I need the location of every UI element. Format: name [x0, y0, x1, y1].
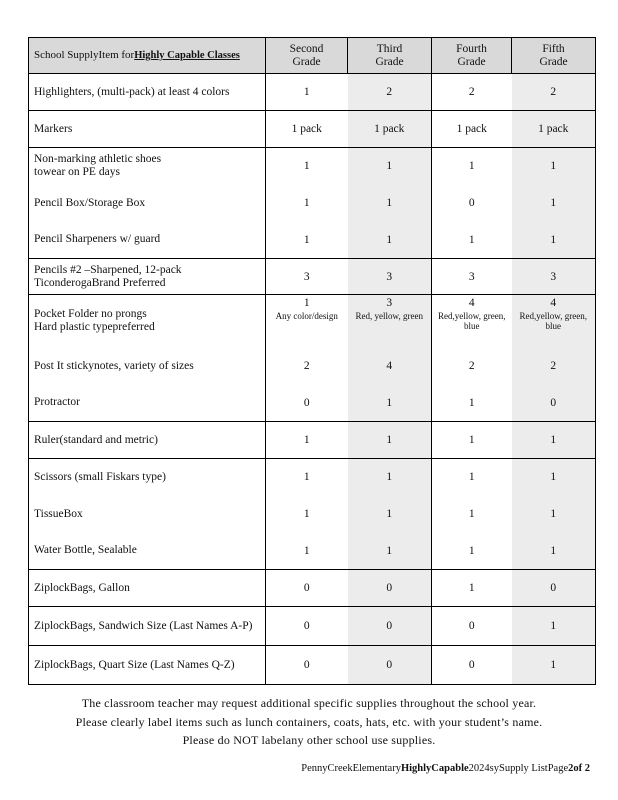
quantity-value: 1	[550, 434, 557, 446]
table-row	[29, 185, 596, 222]
grade-quantity-cell	[512, 222, 596, 259]
quantity-value: 0	[468, 197, 475, 209]
supply-item-name	[29, 148, 266, 185]
grade-quantity-cell	[512, 607, 596, 646]
quantity-value: 0	[386, 659, 393, 671]
grade-quantity-cell	[432, 422, 512, 459]
quantity-value: 1	[550, 197, 557, 209]
quantity-value: 3	[386, 270, 393, 283]
supply-item-name	[29, 459, 266, 496]
quantity-value: 1	[386, 396, 393, 409]
footer-program: HighlyCapable	[400, 763, 469, 774]
quantity-value: 1	[468, 508, 475, 520]
grade-quantity-cell	[512, 111, 596, 148]
supply-table-container	[28, 37, 595, 685]
quantity-value: 0	[550, 582, 557, 594]
quantity-value: 1	[303, 197, 310, 209]
quantity-value: 0	[468, 659, 475, 671]
quantity-value: 1	[386, 508, 393, 520]
grade-quantity-cell	[348, 385, 432, 422]
supply-item-name	[29, 646, 266, 685]
grade-quantity-cell	[266, 295, 348, 348]
color-note: Red, yellow, green	[355, 311, 423, 321]
teacher-note	[0, 694, 618, 750]
grade-quantity-cell	[266, 422, 348, 459]
supply-item-name	[29, 74, 266, 111]
quantity-value: 4	[468, 297, 475, 309]
quantity-value: 2	[468, 86, 475, 98]
quantity-value: 1	[550, 659, 557, 671]
quantity-value: 1	[468, 544, 475, 557]
table-row	[29, 259, 596, 295]
supply-item-name	[29, 222, 266, 259]
supply-item-line: Pocket Folder no prongs	[34, 308, 147, 321]
quantity-value: 1 pack	[291, 123, 322, 135]
grade-quantity-cell	[266, 570, 348, 607]
grade-quantity-cell	[266, 459, 348, 496]
quantity-value: 1 pack	[538, 123, 569, 135]
grade-quantity-cell	[266, 111, 348, 148]
supply-item-name	[29, 111, 266, 148]
quantity-value: 1	[550, 544, 557, 557]
grade-quantity-cell	[432, 222, 512, 259]
grade-quantity-cell	[512, 385, 596, 422]
table-row	[29, 533, 596, 570]
quantity-value: 1	[386, 471, 393, 484]
supply-item-line: Pencil Box/Storage Box	[34, 196, 146, 209]
quantity-value: 1 pack	[456, 123, 487, 135]
quantity-value: 1	[303, 86, 310, 98]
quantity-value: 1	[468, 471, 475, 484]
table-row	[29, 570, 596, 607]
supply-item-name	[29, 385, 266, 422]
quantity-value: 1	[303, 508, 310, 520]
supply-item-line: ZiplockBags, Gallon	[34, 581, 130, 594]
table-row	[29, 74, 596, 111]
quantity-value: 4	[386, 360, 393, 372]
quantity-value: 0	[303, 659, 310, 671]
supply-item-name	[29, 259, 266, 295]
grade-quantity-cell	[432, 607, 512, 646]
grade-quantity-cell	[432, 646, 512, 685]
quantity-value: 2	[550, 86, 557, 98]
quantity-value: 3	[550, 270, 557, 283]
table-header-row	[29, 38, 596, 74]
grade-quantity-cell	[266, 148, 348, 185]
grade-quantity-cell	[512, 348, 596, 385]
item-column-header	[29, 38, 266, 74]
grade-quantity-cell	[266, 496, 348, 533]
table-row	[29, 422, 596, 459]
grade-quantity-cell	[348, 533, 432, 570]
supply-item-line: Protractor	[34, 396, 80, 409]
grade-quantity-cell	[512, 148, 596, 185]
grade-quantity-cell	[512, 422, 596, 459]
quantity-value: 1	[550, 620, 557, 632]
grade-quantity-cell	[348, 148, 432, 185]
page-footer	[301, 763, 590, 774]
grade-quantity-cell	[266, 607, 348, 646]
quantity-value: 1	[550, 508, 557, 520]
footer-page: 2of 2	[568, 763, 590, 774]
supply-item-line: Post It stickynotes, variety of sizes	[34, 359, 194, 372]
quantity-value: 3	[468, 270, 475, 283]
supply-item-line: Pencils #2 –Sharpened, 12-pack	[34, 263, 182, 276]
table-row	[29, 111, 596, 148]
grade-quantity-cell	[512, 496, 596, 533]
note-line: Please clearly label items such as lunch containers, coats, hats, etc. with your student’s name.	[75, 714, 543, 729]
supply-item-name	[29, 607, 266, 646]
quantity-value: 2	[386, 86, 393, 98]
grade-quantity-cell	[512, 259, 596, 295]
supply-item-line: Water Bottle, Sealable	[34, 544, 137, 557]
grade-quantity-cell	[348, 646, 432, 685]
quantity-value: 0	[468, 620, 475, 632]
grade-quantity-cell	[348, 295, 432, 348]
grade-quantity-cell	[348, 459, 432, 496]
quantity-value: 1	[386, 197, 393, 209]
quantity-value: 0	[386, 582, 393, 594]
quantity-value: 0	[386, 620, 393, 632]
quantity-value: 1	[303, 544, 310, 557]
supply-item-line: Non-marking athletic shoes	[34, 153, 162, 166]
grade-quantity-cell	[432, 570, 512, 607]
supply-item-line: Highlighters, (multi-pack) at least 4 colors	[34, 85, 230, 98]
supply-item-name	[29, 533, 266, 570]
grade-quantity-cell	[266, 259, 348, 295]
grade-quantity-cell	[432, 74, 512, 111]
grade-header-second: Second Grade	[266, 38, 348, 74]
quantity-value: 1	[468, 160, 475, 173]
grade-quantity-cell	[512, 646, 596, 685]
grade-quantity-cell	[348, 422, 432, 459]
supply-item-name	[29, 185, 266, 222]
grade-quantity-cell	[348, 496, 432, 533]
table-row	[29, 385, 596, 422]
grade-quantity-cell	[266, 385, 348, 422]
note-line: The classroom teacher may request additional specific supplies throughout the school year.	[81, 696, 537, 710]
supply-item-line: TiconderogaBrand Preferred	[34, 276, 166, 289]
quantity-value: 1	[550, 471, 557, 484]
supply-item-line: Pencil Sharpeners w/ guard	[34, 233, 161, 246]
grade-quantity-cell	[432, 295, 512, 348]
grade-quantity-cell	[266, 348, 348, 385]
supply-item-line: Ruler(standard and metric)	[34, 433, 158, 446]
quantity-value: 2	[303, 360, 310, 372]
footer-school: PennyCreekElementary	[301, 763, 401, 774]
supply-item-line: ZiplockBags, Quart Size (Last Names Q-Z)	[34, 658, 235, 671]
supply-item-line: Scissors (small Fiskars type)	[34, 470, 166, 483]
grade-quantity-cell	[512, 570, 596, 607]
grade-quantity-cell	[266, 646, 348, 685]
grade-quantity-cell	[512, 74, 596, 111]
supply-item-name	[29, 348, 266, 385]
table-row	[29, 646, 596, 685]
quantity-value: 2	[550, 360, 557, 372]
quantity-value: 1	[303, 434, 310, 446]
grade-quantity-cell	[432, 111, 512, 148]
color-note: Red,yellow, green, blue	[438, 311, 506, 331]
quantity-value: 0	[303, 582, 310, 594]
quantity-value: 2	[468, 360, 475, 372]
grade-header-fourth: Fourth Grade	[432, 38, 512, 74]
table-row	[29, 607, 596, 646]
grade-quantity-cell	[432, 385, 512, 422]
color-note: Any color/design	[275, 311, 338, 321]
supply-item-line: TissueBox	[34, 507, 83, 520]
quantity-value: 0	[303, 620, 310, 632]
table-body	[29, 74, 596, 685]
quantity-value: 3	[386, 297, 393, 309]
grade-quantity-cell	[348, 111, 432, 148]
supply-item-name	[29, 422, 266, 459]
item-header-label: School SupplyItem for	[34, 49, 135, 61]
quantity-value: 1	[303, 233, 310, 246]
grade-quantity-cell	[348, 74, 432, 111]
table-row	[29, 459, 596, 496]
grade-quantity-cell	[348, 222, 432, 259]
quantity-value: 0	[550, 396, 557, 409]
quantity-value: 0	[303, 396, 310, 409]
table-row	[29, 148, 596, 185]
grade-quantity-cell	[512, 295, 596, 348]
quantity-value: 1	[468, 396, 475, 409]
table-row	[29, 348, 596, 385]
supply-table	[28, 37, 596, 685]
grade-quantity-cell	[512, 185, 596, 222]
quantity-value: 3	[303, 270, 310, 283]
quantity-value: 1	[386, 233, 393, 246]
grade-header-fifth: Fifth Grade	[512, 38, 596, 74]
supply-item-name	[29, 496, 266, 533]
grade-quantity-cell	[348, 348, 432, 385]
grade-quantity-cell	[432, 459, 512, 496]
quantity-value: 1	[550, 233, 557, 246]
note-line: Please do NOT labelany other school use supplies.	[182, 733, 436, 747]
supply-item-line: Hard plastic typepreferred	[34, 321, 155, 334]
grade-quantity-cell	[512, 459, 596, 496]
supply-item-line: ZiplockBags, Sandwich Size (Last Names A-P)	[34, 619, 253, 632]
grade-quantity-cell	[432, 533, 512, 570]
grade-quantity-cell	[432, 185, 512, 222]
color-note: Red,yellow, green, blue	[519, 311, 587, 331]
footer-year: 2024sySupply ListPage	[468, 763, 569, 774]
grade-quantity-cell	[348, 185, 432, 222]
grade-quantity-cell	[266, 74, 348, 111]
quantity-value: 1	[303, 297, 310, 309]
grade-quantity-cell	[432, 496, 512, 533]
quantity-value: 1	[386, 544, 393, 557]
grade-quantity-cell	[348, 570, 432, 607]
table-row	[29, 222, 596, 259]
quantity-value: 1	[303, 471, 310, 484]
quantity-value: 1	[386, 434, 393, 446]
supply-item-name	[29, 570, 266, 607]
quantity-value: 1	[386, 160, 393, 173]
grade-quantity-cell	[266, 533, 348, 570]
grade-quantity-cell	[512, 533, 596, 570]
grade-quantity-cell	[348, 607, 432, 646]
quantity-value: 1	[468, 233, 475, 246]
grade-quantity-cell	[348, 259, 432, 295]
quantity-value: 1	[303, 160, 310, 173]
quantity-value: 1	[468, 582, 475, 594]
grade-quantity-cell	[432, 148, 512, 185]
supply-item-name	[29, 295, 266, 348]
table-row	[29, 496, 596, 533]
table-row	[29, 295, 596, 348]
grade-quantity-cell	[266, 222, 348, 259]
quantity-value: 1 pack	[374, 123, 405, 135]
grade-header-third: Third Grade	[348, 38, 432, 74]
supply-item-line: towear on PE days	[34, 166, 120, 179]
grade-quantity-cell	[266, 185, 348, 222]
quantity-value: 1	[550, 160, 557, 173]
supply-item-line: Markers	[34, 122, 73, 135]
quantity-value: 1	[468, 434, 475, 446]
grade-quantity-cell	[432, 348, 512, 385]
grade-quantity-cell	[432, 259, 512, 295]
quantity-value: 4	[550, 297, 557, 309]
program-name: Highly Capable Classes	[134, 50, 240, 61]
